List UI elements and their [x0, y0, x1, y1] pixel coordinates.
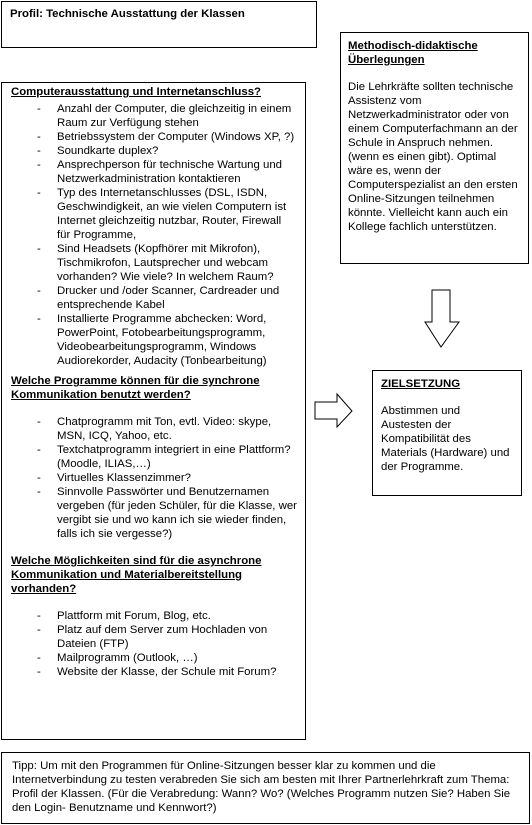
title-box: [1, 1, 317, 48]
method-box: [340, 32, 529, 264]
down-arrow-icon: [424, 290, 460, 348]
goal-heading: ZIELSETZUNG: [381, 378, 461, 390]
list-item: - Installierte Programme abchecken: Word, PowerPoint, Fotobearbeitungsprogramm, Videobearbeitungsprogramm, Windows Audiorekorder, Audacity (Tonbearbeitung): [37, 312, 297, 368]
right-arrow-icon: [315, 394, 353, 428]
method-heading: Methodisch-didaktische Überlegungen: [348, 40, 478, 66]
list-item: - Drucker und /oder Scanner, Cardreader und entsprechende Kabel: [37, 284, 297, 312]
method-text: Die Lehrkräfte sollten technische Assistenz vom Netzwerkadministrator oder von einem Computerfachmann an der Schule in Anspruch nehmen. (wenn es einen gibt). Optimal wäre es, wenn der Computerspezialist an den ersten Online-Sitzungen teilnehmen könnte. Vielleicht kann auch ein Kollege fachlich unterstützen.: [348, 81, 518, 233]
list-item: - Website der Klasse, der Schule mit Forum?: [37, 665, 297, 679]
section-heading-hardware: Computerausstattung und Internetanschluss?: [11, 86, 261, 98]
page-title: Profil: Technische Ausstattung der Klassen: [10, 8, 245, 20]
list-item: - Soundkarte duplex?: [37, 144, 297, 158]
section-heading-asynchronous: Welche Möglichkeiten sind für die asynchrone Kommunikation und Materialbereitstellung vorhanden?: [11, 555, 262, 595]
list-item: - Chatprogramm mit Ton, evtl. Video: skype, MSN, ICQ, Yahoo, etc.: [37, 415, 297, 443]
list-item: - Anzahl der Computer, die gleichzeitig in einem Raum zur Verfügung stehen: [37, 102, 297, 130]
section-heading-synchronous: Welche Programme können für die synchrone Kommunikation benutzt werden?: [11, 375, 260, 401]
tip-box: [1, 752, 530, 824]
hardware-list: [11, 102, 297, 368]
list-item: - Plattform mit Forum, Blog, etc.: [37, 609, 297, 623]
synchronous-list: [11, 415, 297, 541]
list-item: - Virtuelles Klassenzimmer?: [37, 471, 297, 485]
goal-text: Abstimmen und Austesten der Kompatibilität des Materials (Hardware) und der Programme.: [381, 405, 510, 473]
list-item: - Betriebssystem der Computer (Windows XP, ?): [37, 130, 297, 144]
list-item: - Sind Headsets (Kopfhörer mit Mikrofon), Tischmikrofon, Lautsprecher und webcam vorhanden? Wie viele? In welchem Raum?: [37, 242, 297, 284]
list-item: - Mailprogramm (Outlook, …): [37, 651, 297, 665]
asynchronous-list: [11, 609, 297, 679]
list-item: - Platz auf dem Server zum Hochladen von Dateien (FTP): [37, 623, 297, 651]
list-item: - Typ des Internetanschlusses (DSL, ISDN, Geschwindigkeit, an wie vielen Computern ist Internet gleichzeitig nutzbar, Router, Firewall für Programme,: [37, 186, 297, 242]
tip-text: Tipp: Um mit den Programmen für Online-Sitzungen besser klar zu kommen und die Internetverbindung zu testen verabreden Sie sich am besten mit Ihrer Partnerlehrkraft zum Thema: Profil der Klassen. (Für die Verabredung: Wann? Wo? (Welches Programm nutzen Sie? Haben Sie den Login- Benutzname und Kennwort?): [12, 760, 511, 814]
goal-box: [372, 370, 522, 496]
list-item: - Ansprechperson für technische Wartung und Netzwerkadministration kontaktieren: [37, 158, 297, 186]
checklist-box: [1, 82, 306, 740]
list-item: - Sinnvolle Passwörter und Benutzernamen vergeben (für jeden Schüler, für die Klasse, wer vergibt sie und wo kann ich sie wieder finden, falls ich sie vergesse?): [37, 485, 297, 541]
list-item: - Textchatprogramm integriert in eine Plattform? (Moodle, ILIAS,…): [37, 443, 297, 471]
